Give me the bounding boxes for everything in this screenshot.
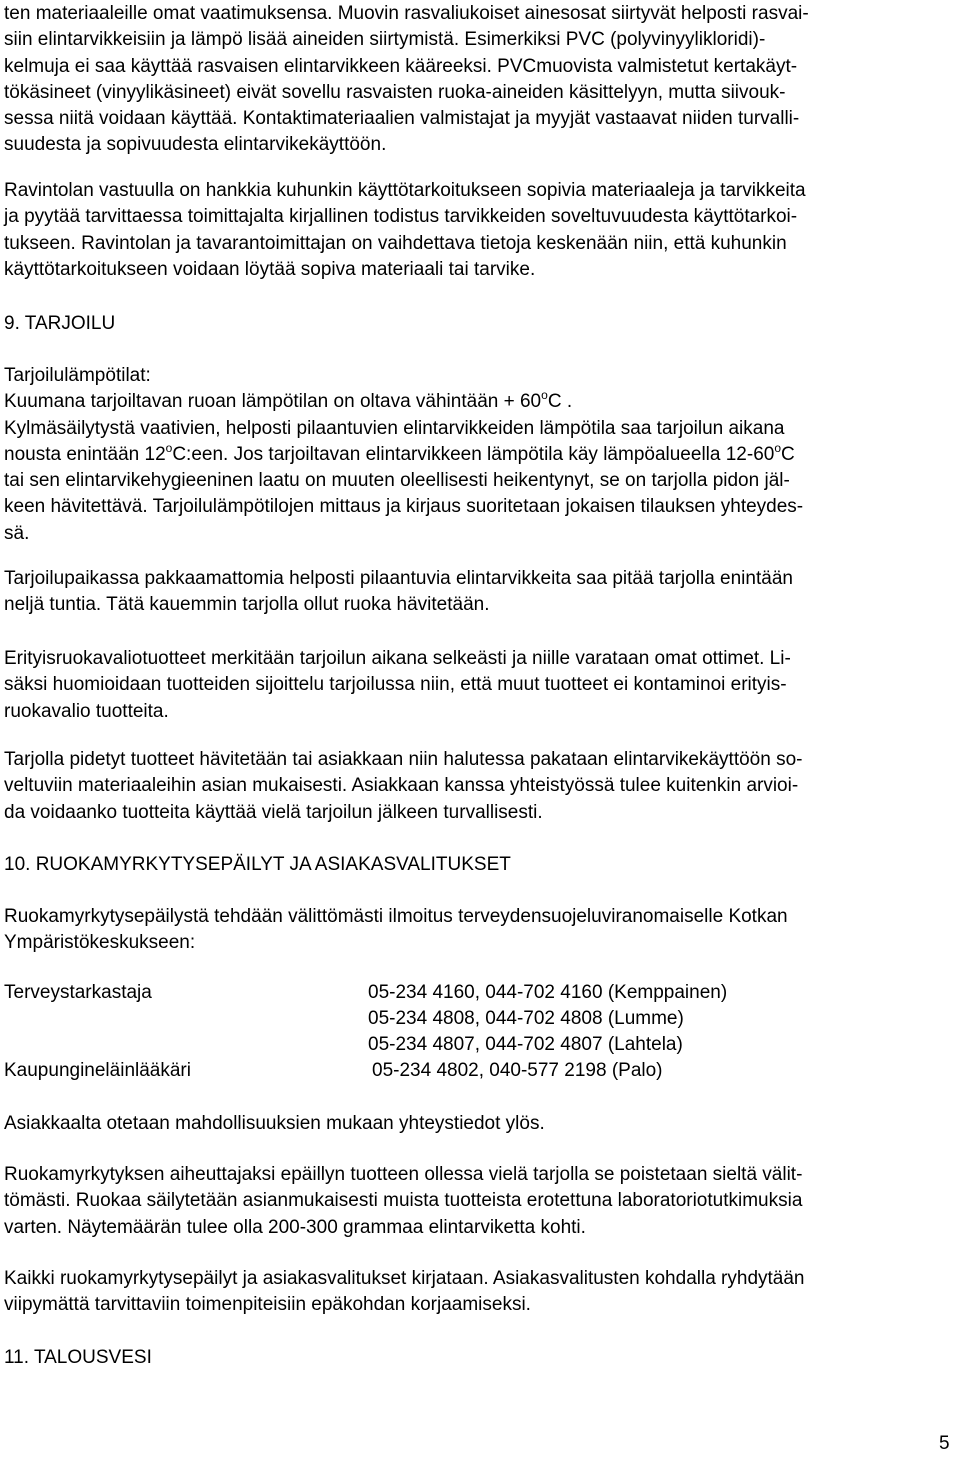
contact-phone: 05-234 4160, 044-702 4160 (Kemppainen) xyxy=(368,982,728,1003)
text-line: viipymättä tarvittaviin toimenpiteisiin epäkohdan korjaamiseksi. xyxy=(4,1294,531,1316)
text-line: suudesta ja sopivuudesta elintarvikekäyttöön. xyxy=(4,134,387,156)
text-line: kelmuja ei saa käyttää rasvaisen elintarvikkeen kääreeksi. PVCmuovista valmistetut kertakäyt- xyxy=(4,55,798,77)
text-line: Ruokamyrkytysepäilystä tehdään välittömästi ilmoitus terveydensuojeluviranomaiselle Kotkan xyxy=(4,906,788,927)
text-line: sessa niitä voidaan käyttää. Kontaktimateriaalien valmistajat ja myyjät vastaavat niiden turvalli- xyxy=(4,108,800,130)
paragraph-serving-temperatures xyxy=(4,363,952,547)
text-line: Erityisruokavaliotuotteet merkitään tarjoilun aikana selkeästi ja niille varataan omat ottimet. Li- xyxy=(4,648,791,669)
text-line: da voidaanko tuotteita käyttää vielä tarjoilun jälkeen turvallisesti. xyxy=(4,801,543,823)
text-line: tai sen elintarvikehygieeninen laatu on muuten oleellisesti heikentynyt, se on tarjolla pidon jäl- xyxy=(4,470,790,492)
text-line: Ruokamyrkytyksen aiheuttajaksi epäillyn tuotteen ollessa vielä tarjolla se poistetaan sieltä välit- xyxy=(4,1164,803,1185)
text-line: Tarjoilupaikassa pakkaamattomia helposti pilaantuvia elintarvikkeita saa pitää tarjolla enintään xyxy=(4,568,793,589)
contact-phone: 05-234 4808, 044-702 4808 (Lumme) xyxy=(368,1008,684,1029)
text-line: siin elintarvikkeisiin ja lämpö lisää aineiden siirtymistä. Esimerkiksi PVC (polyvinyylikloridi)- xyxy=(4,29,766,51)
text-line: tömästi. Ruokaa säilytetään asianmukaisesti muista tuotteista erotettuna laboratoriotutkimuksia xyxy=(4,1190,803,1212)
text-line: varten. Näytemäärän tulee olla 200-300 grammaa elintarviketta kohti. xyxy=(4,1216,586,1238)
degree-superscript: o xyxy=(541,388,548,403)
paragraph-recording xyxy=(4,1266,952,1319)
section-heading-9: 9. TARJOILU xyxy=(4,313,116,334)
text-line: ja pyytää tarvittaessa toimittajalta kirjallinen todistus tarvikkeiden soveltuvuudesta käyttötarkoi- xyxy=(4,206,798,228)
section-heading-11: 11. TALOUSVESI xyxy=(4,1347,152,1368)
text-line: tukseen. Ravintolan ja tavarantoimittajan on vaihdettava tietoja keskenään niin, että kuhunkin xyxy=(4,232,787,254)
text-line: veltuviin materiaaleihin asian mukaisesti. Asiakkaan kanssa yhteistyössä tulee kuitenkin arvioi- xyxy=(4,775,799,797)
paragraph-special-diet xyxy=(4,646,952,725)
text-line: Ympäristökeskukseen: xyxy=(4,932,196,954)
degree-superscript: o xyxy=(774,440,782,455)
page-number: 5 xyxy=(939,1433,950,1454)
text-line: neljä tuntia. Tätä kauemmin tarjolla ollut ruoka hävitetään. xyxy=(4,594,490,616)
paragraph-unpacked-food xyxy=(4,566,952,619)
degree-superscript: o xyxy=(165,440,173,455)
contact-role: Kaupungineläinlääkäri xyxy=(4,1060,191,1081)
contact-role: Terveystarkastaja xyxy=(4,982,152,1003)
paragraph-report-instructions xyxy=(4,904,952,957)
text-line: ten materiaaleille omat vaatimuksensa. Muovin rasvaliukoiset ainesosat siirtyvät helposti rasvai- xyxy=(4,3,809,24)
text-line: säksi huomioidaan tuotteiden sijoittelu tarjoilussa niin, että muut tuotteet ei kontaminoi erityis- xyxy=(4,674,787,696)
text-line: keen hävitettävä. Tarjoilulämpötilojen mittaus ja kirjaus suoritetaan jokaisen tilauksen yhteydes- xyxy=(4,496,804,518)
text-line: Ravintolan vastuulla on hankkia kuhunkin käyttötarkoitukseen sopivia materiaaleja ja tarvikkeita xyxy=(4,180,806,201)
text-line: käyttötarkoitukseen voidaan löytää sopiva materiaali tai tarvike. xyxy=(4,258,536,280)
text-line: nousta enintään 12$^o$C:een. Jos tarjoiltavan elintarvikkeen lämpötila käy lämpöalueella 12-60$^o$C xyxy=(4,440,795,465)
text-line: Kylmäsäilytystä vaativien, helposti pilaantuvien elintarvikkeiden lämpötila saa tarjoilun aikana xyxy=(4,417,785,439)
text-line: Kuumana tarjoiltavan ruoan lämpötilan on oltava vähintään + $60^oC$ . xyxy=(4,388,573,413)
text-line: Tarjoilulämpötilat: xyxy=(4,365,151,386)
paragraph-suspected-product xyxy=(4,1162,952,1241)
text-line: tökäsineet (vinyylikäsineet) eivät sovellu rasvaisten ruoka-aineiden käsittelyyn, mutta siivouk- xyxy=(4,81,786,103)
text-line: Kaikki ruokamyrkytysepäilyt ja asiakasvalitukset kirjataan. Asiakasvalitusten kohdalla ryhdytään xyxy=(4,1268,805,1289)
paragraph-customer-contact xyxy=(4,1111,952,1137)
text-line: ruokavalio tuotteita. xyxy=(4,700,169,722)
text-line: sä. xyxy=(4,522,30,544)
paragraph-leftovers xyxy=(4,747,952,826)
contact-phone: 05-234 4802, 040-577 2198 (Palo) xyxy=(372,1060,663,1081)
section-heading-10: 10. RUOKAMYRKYTYSEPÄILYT JA ASIAKASVALITUKSET xyxy=(4,854,511,875)
paragraph-contact-materials xyxy=(4,1,952,159)
text-line: Tarjolla pidetyt tuotteet hävitetään tai asiakkaan niin halutessa pakataan elintarvikekäyttöön so- xyxy=(4,749,803,770)
text-line: Asiakkaalta otetaan mahdollisuuksien mukaan yhteystiedot ylös. xyxy=(4,1113,545,1134)
contact-phone: 05-234 4807, 044-702 4807 (Lahtela) xyxy=(368,1034,683,1055)
paragraph-restaurant-responsibility xyxy=(4,178,952,283)
